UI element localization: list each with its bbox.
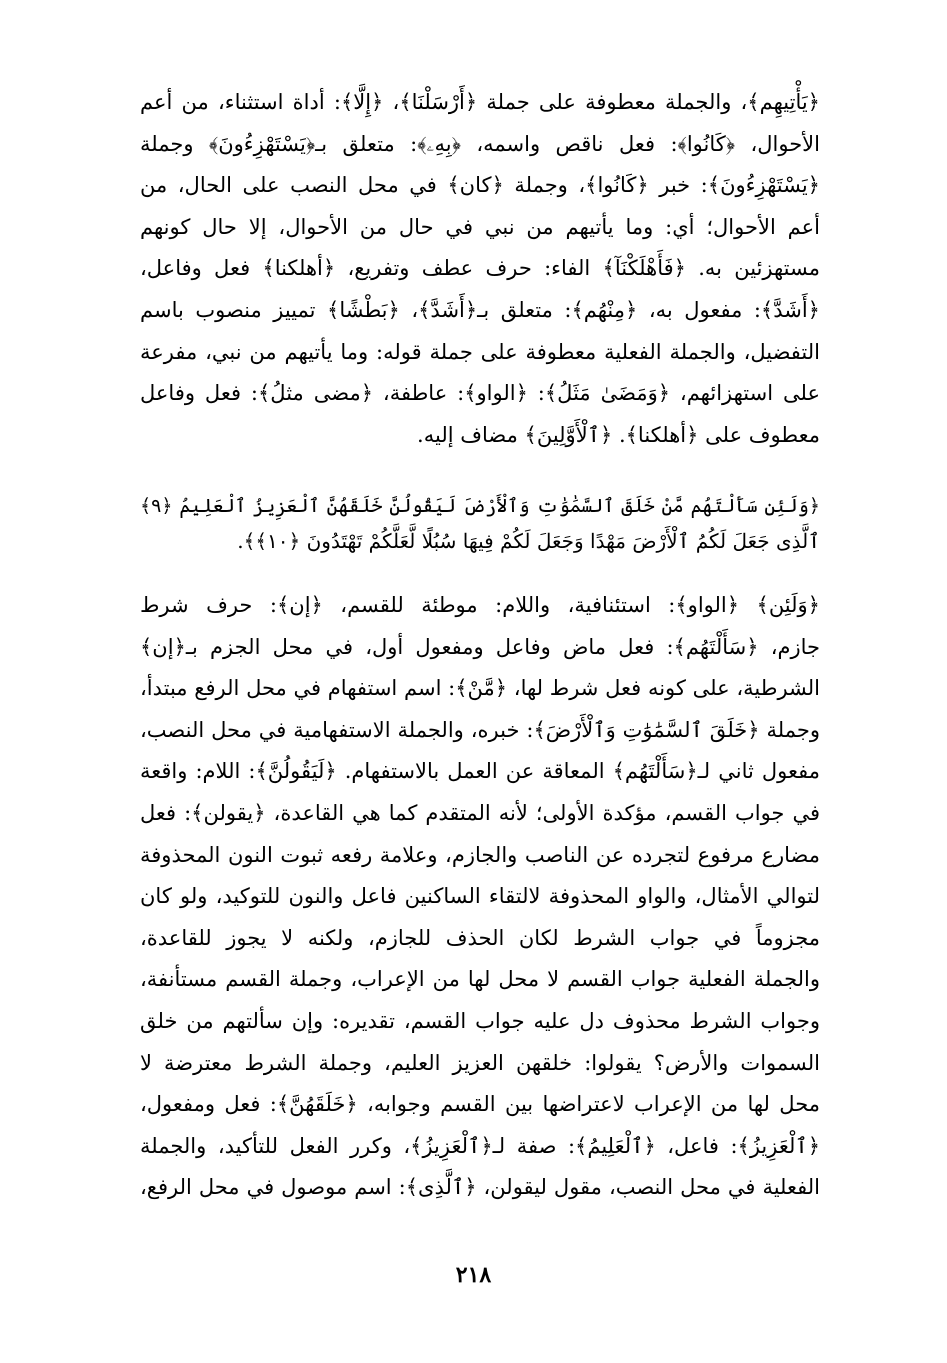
text-line: التفضيل، والجملة الفعلية معطوفة على جملة قوله: وما يأتيهم من نبي، مفرعة <box>140 339 820 364</box>
text-line: أعم الأحوال؛ أي: وما يأتيهم من نبي في حال من الأحوال، إلا حال كونهم <box>140 214 820 239</box>
text-line: جازم، ﴿سَأَلْتَهُم﴾: فعل ماض وفاعل ومفعول أول، في محل الجزم بـ﴿إن﴾ <box>140 634 820 659</box>
text-line: ﴿ٱلْعَزِيزُ﴾: فاعل، ﴿ٱلْعَلِيمُ﴾: صفة لـ﴿ٱلْعَزِيزُ﴾، وكرر الفعل للتأكيد، والجملة <box>140 1133 820 1158</box>
text-line: الشرطية، على كونه فعل شرط لها، ﴿مَّنْ﴾: اسم استفهام في محل الرفع مبتدأ، <box>140 676 820 701</box>
text-line: الفعلية في محل النصب، مقول ليقولن، ﴿ٱلَّذِى﴾: اسم موصول في محل الرفع، <box>140 1175 820 1200</box>
text-line: معطوف على ﴿أهلكنا﴾. ﴿ٱلْأَوَّلِينَ﴾ مضاف إليه. <box>417 422 820 447</box>
paragraph-grammar-analysis-1 <box>140 82 820 456</box>
text-line: ﴿يَأْتِيهِم﴾، والجملة معطوفة على جملة ﴿أَرْسَلْنَا﴾، ﴿إِلَّا﴾: أداة استثناء، من أعم <box>140 90 820 114</box>
text-line: في جواب القسم، مؤكدة الأولى؛ لأنه المتقدم كما هي القاعدة، ﴿يقولن﴾: فعل <box>140 800 820 825</box>
text-line: مجزوماً في جواب الشرط لكان الحذف للجازم، ولكنه لا يجوز للقاعدة، <box>140 925 820 950</box>
text-line: وجملة ﴿خَلَقَ ٱلسَّمَٰوَٰتِ وَٱلْأَرْضَ﴾: خبره، والجملة الاستفهامية في محل النصب، <box>140 717 820 742</box>
text-line: والجملة الفعلية جواب القسم لا محل لها من الإعراب، وجملة القسم مستأنفة، <box>140 967 820 992</box>
text-line: على استهزائهم، ﴿وَمَضَىٰ مَثَلُ﴾: ﴿الواو﴾: عاطفة، ﴿مضى مثلُ﴾: فعل وفاعل <box>140 381 820 406</box>
text-line: الأحوال، ﴿كَانُوا﴾: فعل ناقص واسمه، ﴿بِهِۦ﴾: متعلق بـ﴿يَسْتَهْزِءُونَ﴾ وجملة <box>140 131 820 156</box>
text-line: مستهزئين به. ﴿فَأَهْلَكْنَآ﴾ الفاء: حرف عطف وتفريع، ﴿أهلكنا﴾ فعل وفاعل، <box>140 256 820 281</box>
page-number: ٢١٨ <box>455 1262 492 1288</box>
text-line: محل لها من الإعراب لاعتراضها بين القسم وجوابه، ﴿خَلَقَهُنَّ﴾: فعل ومفعول، <box>140 1092 820 1117</box>
text-line: مضارع مرفوع لتجرده عن الناصب والجازم، وعلامة رفعه ثبوت النون المحذوفة <box>140 842 820 867</box>
text-line: لتوالي الأمثال، والواو المحذوفة لالتقاء الساكنين فاعل والنون للتوكيد، ولو كان <box>140 884 820 909</box>
text-line: ﴿أَشَدَّ﴾: مفعول به، ﴿مِنْهُم﴾: متعلق بـ﴿أَشَدَّ﴾، ﴿بَطْشًا﴾ تمييز منصوب باسم <box>140 297 820 322</box>
text-line: وجواب الشرط محذوف دل عليه جواب القسم، تقديره: وإن سألتهم من خلق <box>140 1008 820 1033</box>
text-line: السموات والأرض؟ يقولوا: خلقهن العزيز العليم، وجملة الشرط معترضة لا <box>140 1050 820 1075</box>
text-line: ﴿وَلَئِن﴾ ﴿الواو﴾: استئنافية، واللام: موطئة للقسم، ﴿إن﴾: حرف شرط <box>140 593 820 617</box>
quran-verse-block <box>140 489 820 559</box>
verse-line: ﴿وَلَئِن سَأَلْتَهُم مَّنْ خَلَقَ ٱلسَّمَٰوَٰتِ وَٱلْأَرْضَ لَيَقُولُنَّ خَلَقَهُنَّ ٱلْعَزِيزُ ٱلْعَلِيمُ ﴿٩﴾ <box>140 495 820 517</box>
paragraph-grammar-analysis-2 <box>140 585 820 1209</box>
text-line: ﴿يَسْتَهْزِءُونَ﴾: خبر ﴿كَانُوا﴾، وجملة ﴿كان﴾ في محل النصب على الحال، من <box>140 173 820 198</box>
text-line: مفعول ثاني لـ﴿سَأَلْتَهُم﴾ المعاقة عن العمل بالاستفهام. ﴿لَيَقُولُنَّ﴾: اللام: واقعة <box>140 759 820 784</box>
verse-line: ٱلَّذِى جَعَلَ لَكُمُ ٱلْأَرْضَ مَهْدًا وَجَعَلَ لَكُمْ فِيهَا سُبُلًا لَّعَلَّكُمْ تَهْتَدُونَ ﴿١٠﴾﴾. <box>237 529 820 553</box>
